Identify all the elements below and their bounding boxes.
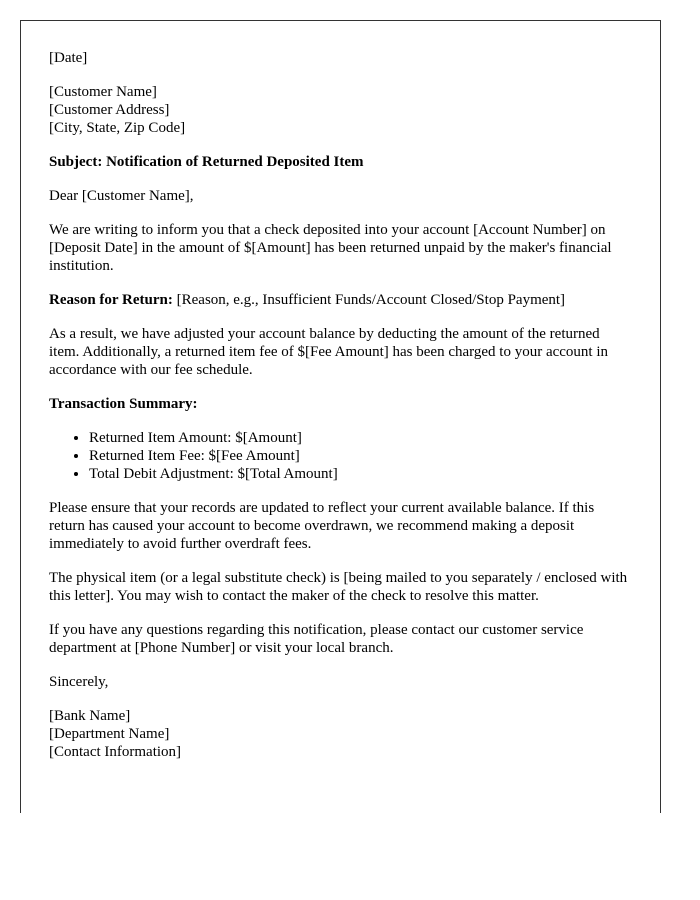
records-paragraph: Please ensure that your records are updated to reflect your current available balance. If this return has caused your account to become overdrawn, we recommend making a deposit immediately to avoid further overdraft fees. xyxy=(49,500,595,552)
adjustment-paragraph: As a result, we have adjusted your account balance by deducting the amount of the returned item. Additionally, a returned item fee of $[Fee Amount] has been charged to your account in accordance with our fee schedule. xyxy=(49,326,608,378)
list-item: • Total Debit Adjustment: $[Total Amount] xyxy=(89,465,632,483)
reason-label: Reason for Return: xyxy=(49,292,173,308)
subject-text: Notification of Returned Deposited Item xyxy=(106,154,364,170)
reason-paragraph xyxy=(49,291,632,309)
summary-heading-text: Transaction Summary: xyxy=(49,396,198,412)
subject-label: Subject: xyxy=(49,154,103,170)
summary-list xyxy=(49,429,632,483)
list-item: • Returned Item Fee: $[Fee Amount] xyxy=(89,447,632,465)
recipient-address: [Customer Address] xyxy=(49,102,170,118)
recipient-block xyxy=(49,83,632,137)
subject-line xyxy=(49,153,632,171)
recipient-name: [Customer Name] xyxy=(49,84,157,100)
summary-heading xyxy=(49,395,632,413)
salutation: Dear [Customer Name], xyxy=(49,188,194,204)
contact-information: [Contact Information] xyxy=(49,744,182,760)
signature-block xyxy=(49,707,632,761)
recipient-city: [City, State, Zip Code] xyxy=(49,120,186,136)
bank-name: [Bank Name] xyxy=(49,708,131,724)
letter xyxy=(20,20,661,813)
intro-paragraph: We are writing to inform you that a check deposited into your account [Account Number] on [Deposit Date] in the amount of $[Amount] has been returned unpaid by the maker's financial institution. xyxy=(49,222,612,274)
list-item: • Returned Item Amount: $[Amount] xyxy=(89,429,632,447)
department-name: [Department Name] xyxy=(49,726,170,742)
physical-item-paragraph: The physical item (or a legal substitute check) is [being mailed to you separately / enclosed with this letter]. You may wish to contact the maker of the check to resolve this matter. xyxy=(49,570,628,604)
closing: Sincerely, xyxy=(49,674,109,690)
reason-text: [Reason, e.g., Insufficient Funds/Account Closed/Stop Payment] xyxy=(172,292,566,308)
questions-paragraph: If you have any questions regarding this notification, please contact our customer service department at [Phone Number] or visit your local branch. xyxy=(49,622,584,656)
date: [Date] xyxy=(49,50,88,66)
